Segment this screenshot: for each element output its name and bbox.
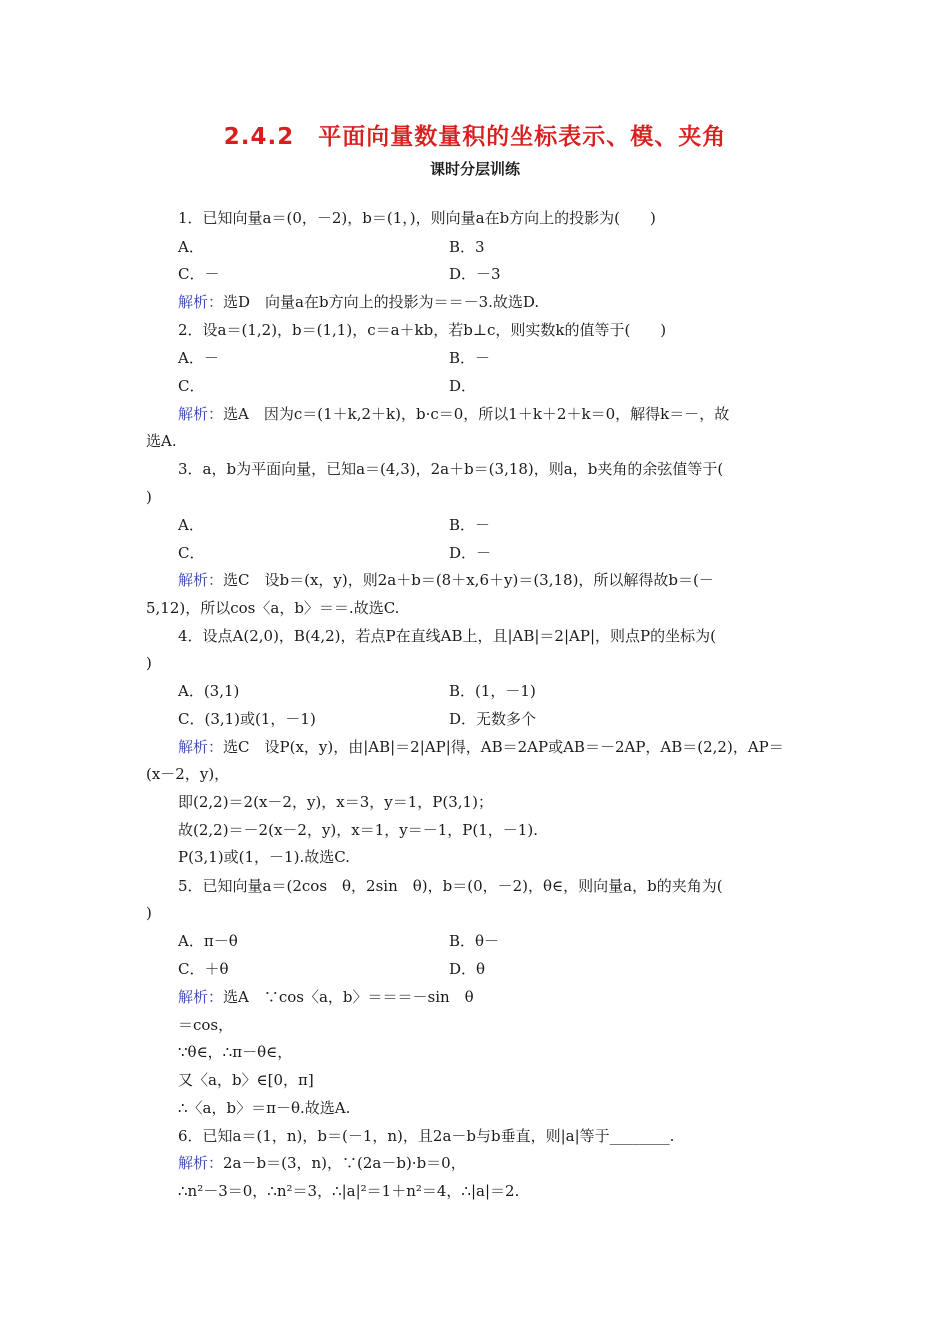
- answer-label: 解析：: [178, 571, 224, 589]
- q6-solution-line2: ∴n²－3＝0，∴n²＝3，∴|a|²＝1＋n²＝4，∴|a|＝2.: [178, 1182, 520, 1200]
- q5-option-d: D．θ: [449, 960, 486, 978]
- q5-stem: 5．已知向量a＝(2cos θ，2sin θ)，b＝(0，－2)，θ∈，则向量a，b的夹角为(: [178, 877, 723, 895]
- answer-label: 解析：: [178, 738, 224, 756]
- q3-option-b: B．－: [449, 516, 491, 534]
- q2-option-a: A．－: [178, 349, 219, 367]
- page-title: 2.4.2 平面向量数量积的坐标表示、模、夹角: [223, 124, 727, 150]
- q1-solution-text: 选D 向量a在b方向上的投影为＝＝－3.故选D.: [223, 293, 540, 311]
- q4-solution-line5: P(3,1)或(1，－1).故选C.: [178, 848, 350, 866]
- q2-solution-text: 选A 因为c＝(1＋k,2＋k)，b·c＝0，所以1＋k＋2＋k＝0，解得k＝－，故: [223, 405, 730, 423]
- q2-solution: [178, 404, 729, 424]
- q4-solution-text: 选C 设P(x，y)，由|AB|＝2|AP|得，AB＝2AP或AB＝－2AP，AB＝(2,2)，AP＝: [223, 738, 784, 756]
- q4-stem-cont: ): [146, 654, 152, 672]
- q3-option-d: D．－: [449, 544, 492, 562]
- q1-option-a: A．: [178, 238, 204, 256]
- q5-solution-line2: ＝cos，: [178, 1016, 234, 1034]
- q2-option-c: C．: [178, 377, 205, 395]
- q4-option-d: D．无数多个: [449, 710, 537, 728]
- answer-label: 解析：: [178, 293, 224, 311]
- q4-option-c: C．(3,1)或(1，－1): [178, 710, 316, 728]
- q2-option-b: B．－: [449, 349, 491, 367]
- page-subtitle: 课时分层训练: [429, 160, 520, 178]
- q5-option-a: A．π－θ: [178, 932, 238, 950]
- q5-solution-line5: ∴〈a，b〉＝π－θ.故选A.: [178, 1099, 351, 1117]
- q4-solution-line4: 故(2,2)＝－2(x－2，y)，x＝1，y＝－1，P(1，－1).: [178, 821, 538, 839]
- answer-label: 解析：: [178, 1154, 224, 1172]
- q5-option-c: C．＋θ: [178, 960, 229, 978]
- q3-stem-cont: ): [146, 488, 152, 506]
- q3-option-c: C．: [178, 544, 205, 562]
- q4-solution: [178, 737, 784, 757]
- q3-solution: [178, 570, 714, 590]
- q6-solution-text: 2a－b＝(3，n)，∵(2a－b)·b＝0，: [223, 1154, 466, 1172]
- q1-option-b: B．3: [449, 238, 485, 256]
- q4-solution-line2: (x－2，y)，: [146, 765, 230, 783]
- q5-solution-text: 选A ∵cos〈a，b〉＝＝＝－sin θ: [223, 988, 474, 1006]
- answer-label: 解析：: [178, 988, 224, 1006]
- q3-stem: 3．a，b为平面向量，已知a＝(4,3)，2a＋b＝(3,18)，则a，b夹角的余弦值等于(: [178, 460, 724, 478]
- q1-solution: [178, 292, 539, 312]
- q5-solution-line3: ∵θ∈，∴π－θ∈，: [178, 1043, 293, 1061]
- q5-option-b: B．θ－: [449, 932, 500, 950]
- q4-solution-line3: 即(2,2)＝2(x－2，y)，x＝3，y＝1，P(3,1)；: [178, 793, 493, 811]
- q1-stem: 1．已知向量a＝(0，－2)，b＝(1，)，则向量a在b方向上的投影为( ): [178, 209, 656, 227]
- q4-stem: 4．设点A(2,0)，B(4,2)，若点P在直线AB上，且|AB|＝2|AP|，则点P的坐标为(: [178, 627, 716, 645]
- q6-stem: 6．已知a＝(1，n)，b＝(－1，n)，且2a－b与b垂直，则|a|等于________.: [178, 1127, 675, 1145]
- q6-solution: [178, 1153, 466, 1173]
- q2-stem: 2．设a＝(1,2)，b＝(1,1)，c＝a＋kb，若b⊥c，则实数k的值等于( ): [178, 321, 667, 339]
- q1-option-c: C．－: [178, 265, 220, 283]
- q5-solution: [178, 987, 474, 1007]
- q1-option-d: D．－3: [449, 265, 501, 283]
- answer-label: 解析：: [178, 405, 224, 423]
- q4-option-b: B．(1，－1): [449, 682, 536, 700]
- q4-option-a: A．(3,1): [178, 682, 240, 700]
- q3-solution-cont: 5,12)，所以cos〈a，b〉＝＝.故选C.: [146, 599, 400, 617]
- q2-solution-cont: 选A.: [146, 432, 177, 450]
- q5-solution-line4: 又〈a，b〉∈[0，π]: [178, 1071, 314, 1089]
- q2-option-d: D．: [449, 377, 477, 395]
- q5-stem-cont: ): [146, 904, 152, 922]
- q3-solution-text: 选C 设b＝(x，y)，则2a＋b＝(8＋x,6＋y)＝(3,18)，所以解得故b＝(－: [223, 571, 714, 589]
- q3-option-a: A．: [178, 516, 204, 534]
